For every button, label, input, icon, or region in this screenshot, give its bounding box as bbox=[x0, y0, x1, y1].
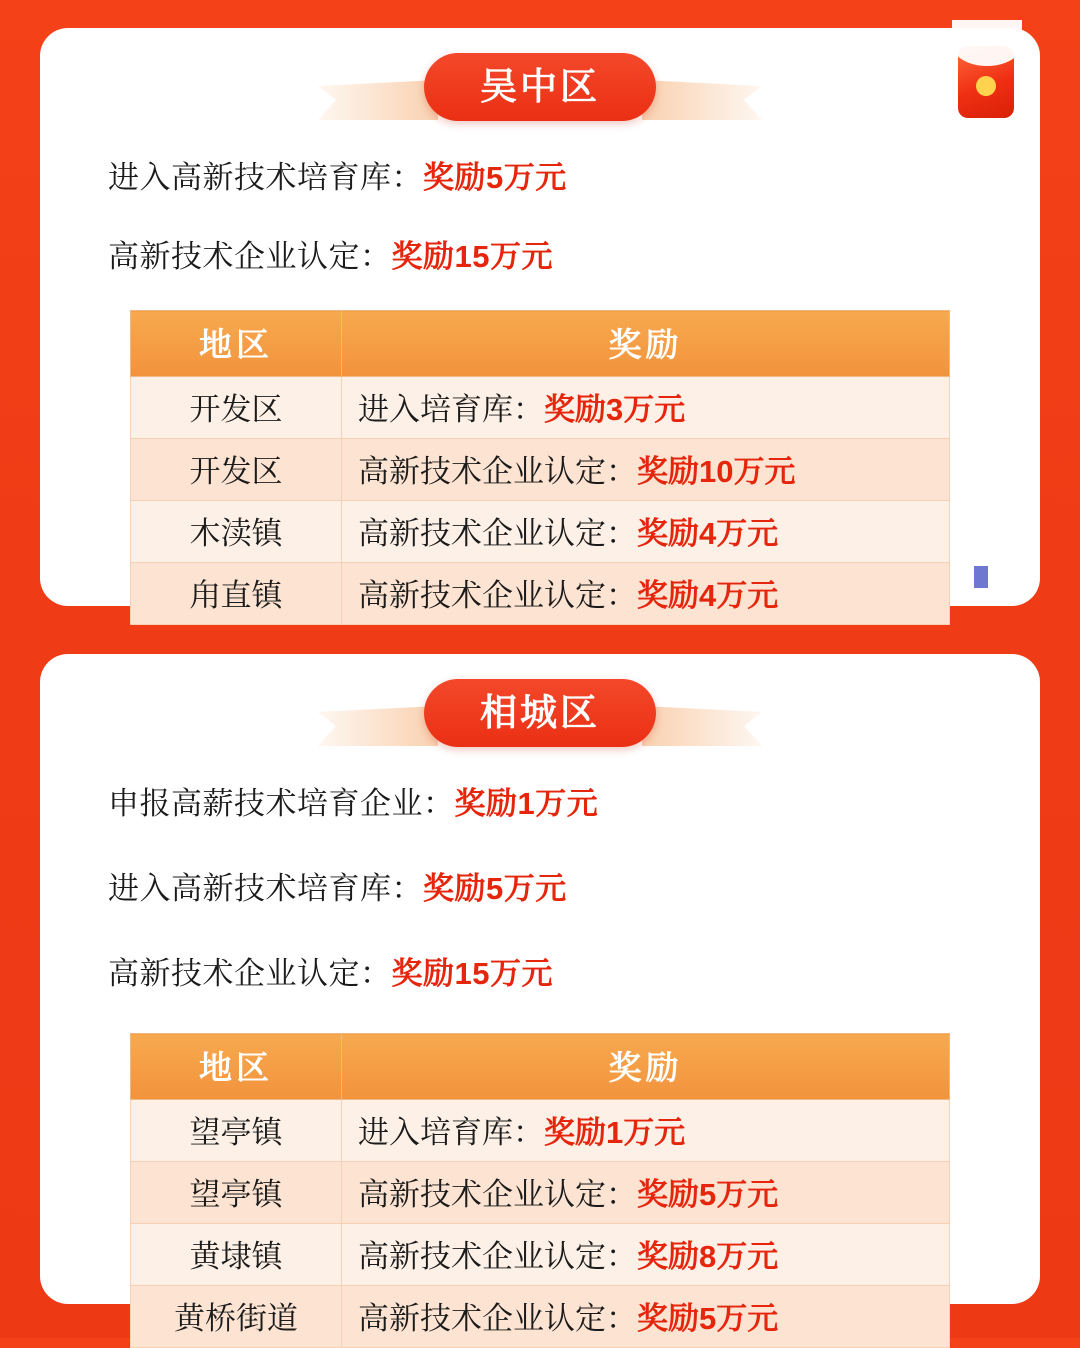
policy-line-list bbox=[40, 772, 1040, 993]
cell-reward-amount: 奖励5万元 bbox=[637, 1177, 779, 1212]
cell-reward bbox=[342, 563, 950, 625]
cell-reward-label: 高新技术企业认定： bbox=[358, 1301, 637, 1336]
table-row bbox=[131, 1162, 950, 1224]
cell-reward bbox=[342, 1224, 950, 1286]
district-card-wuzhong bbox=[40, 28, 1040, 613]
red-packet-icon bbox=[958, 46, 1014, 118]
cell-reward-amount: 奖励8万元 bbox=[637, 1239, 779, 1274]
cell-reward-amount: 奖励5万元 bbox=[637, 1301, 779, 1336]
cell-reward-amount: 奖励10万元 bbox=[637, 454, 796, 489]
cell-reward bbox=[342, 1162, 950, 1224]
reward-table-wrapper bbox=[40, 1033, 1040, 1348]
policy-line bbox=[108, 231, 982, 276]
cell-reward-label: 进入培育库： bbox=[358, 1115, 544, 1150]
cell-reward bbox=[342, 501, 950, 563]
district-title: 相城区 bbox=[424, 679, 656, 748]
table-header-area: 地区 bbox=[131, 311, 342, 377]
policy-line-label: 高新技术企业认定： bbox=[108, 956, 392, 991]
cell-reward bbox=[342, 1286, 950, 1348]
table-row bbox=[131, 1286, 950, 1348]
cell-area: 黄桥街道 bbox=[131, 1286, 342, 1348]
district-title: 吴中区 bbox=[424, 53, 656, 122]
table-header-row bbox=[131, 1034, 950, 1100]
policy-line-amount: 奖励5万元 bbox=[423, 871, 567, 906]
policy-line-label: 申报高薪技术培育企业： bbox=[108, 786, 455, 821]
policy-line-list bbox=[40, 146, 1040, 276]
table-row bbox=[131, 501, 950, 563]
cell-reward-label: 进入培育库： bbox=[358, 392, 544, 427]
policy-line bbox=[108, 863, 982, 908]
reward-table bbox=[130, 310, 950, 625]
cell-reward bbox=[342, 439, 950, 501]
ribbon-right-decoration bbox=[642, 80, 762, 120]
cell-area: 木渎镇 bbox=[131, 501, 342, 563]
reward-table bbox=[130, 1033, 950, 1348]
red-packet-flap bbox=[952, 20, 1022, 66]
card-banner bbox=[40, 654, 1040, 772]
cell-area: 黄埭镇 bbox=[131, 1224, 342, 1286]
cell-reward bbox=[342, 1100, 950, 1162]
table-header-reward: 奖励 bbox=[342, 1034, 950, 1100]
table-row bbox=[131, 439, 950, 501]
cell-area: 望亭镇 bbox=[131, 1162, 342, 1224]
cell-reward-amount: 奖励4万元 bbox=[637, 516, 779, 551]
cell-area: 甪直镇 bbox=[131, 563, 342, 625]
ribbon-right-decoration bbox=[642, 706, 762, 746]
table-row bbox=[131, 563, 950, 625]
cell-reward-label: 高新技术企业认定： bbox=[358, 516, 637, 551]
table-header-area: 地区 bbox=[131, 1034, 342, 1100]
corner-marker bbox=[974, 566, 988, 588]
reward-table-wrapper bbox=[40, 310, 1040, 625]
policy-line-amount: 奖励5万元 bbox=[423, 160, 567, 195]
table-row bbox=[131, 377, 950, 439]
cell-area: 开发区 bbox=[131, 439, 342, 501]
policy-line-label: 进入高新技术培育库： bbox=[108, 160, 423, 195]
table-header-reward: 奖励 bbox=[342, 311, 950, 377]
cell-area: 开发区 bbox=[131, 377, 342, 439]
cell-reward-amount: 奖励1万元 bbox=[544, 1115, 686, 1150]
policy-line-label: 进入高新技术培育库： bbox=[108, 871, 423, 906]
table-row bbox=[131, 1100, 950, 1162]
ribbon-left-decoration bbox=[318, 706, 438, 746]
policy-line-label: 高新技术企业认定： bbox=[108, 239, 392, 274]
policy-line bbox=[108, 778, 982, 823]
policy-line bbox=[108, 948, 982, 993]
policy-line-amount: 奖励15万元 bbox=[391, 239, 553, 274]
red-packet-coin bbox=[976, 76, 996, 96]
card-banner bbox=[40, 28, 1040, 146]
cell-reward-label: 高新技术企业认定： bbox=[358, 578, 637, 613]
policy-line-amount: 奖励1万元 bbox=[454, 786, 599, 821]
cell-area: 望亭镇 bbox=[131, 1100, 342, 1162]
cell-reward-label: 高新技术企业认定： bbox=[358, 454, 637, 489]
policy-line-amount: 奖励15万元 bbox=[391, 956, 553, 991]
table-header-row bbox=[131, 311, 950, 377]
ribbon-left-decoration bbox=[318, 80, 438, 120]
cell-reward-label: 高新技术企业认定： bbox=[358, 1177, 637, 1212]
policy-line bbox=[108, 152, 982, 197]
cell-reward-amount: 奖励3万元 bbox=[544, 392, 686, 427]
table-row bbox=[131, 1224, 950, 1286]
cell-reward-label: 高新技术企业认定： bbox=[358, 1239, 637, 1274]
district-card-xiangcheng bbox=[40, 654, 1040, 1336]
cell-reward bbox=[342, 377, 950, 439]
cell-reward-amount: 奖励4万元 bbox=[637, 578, 779, 613]
